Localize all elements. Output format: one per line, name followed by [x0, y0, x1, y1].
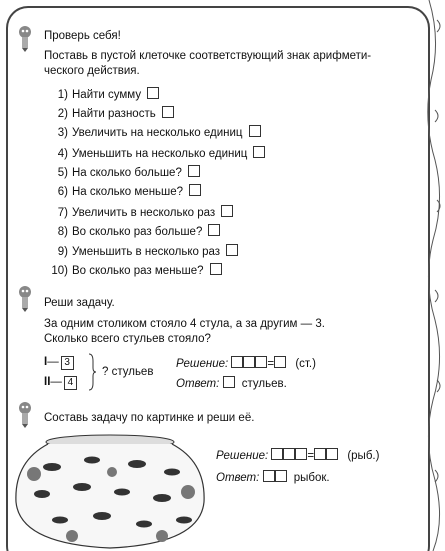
pencil-mascot-icon — [18, 286, 32, 312]
section3-title: Составь задачу по картинке и реши её. — [44, 412, 255, 424]
section1-instruction: Поставь в пустой клеточке соответствующий знак арифмети- — [44, 50, 372, 62]
answer-row: Ответ: рыбок. — [216, 472, 330, 484]
solution-row: Решение: = (ст.) — [176, 358, 316, 370]
result-box[interactable] — [326, 448, 338, 460]
list-item: 4) Уменьшить на несколько единиц — [50, 146, 265, 160]
solution-box[interactable] — [243, 356, 255, 368]
problem-text-cont: Сколько всего стульев стояло? — [44, 333, 211, 345]
list-item: 8) Во сколько раз больше? — [50, 224, 220, 238]
answer-box[interactable] — [210, 263, 222, 275]
answer-box[interactable] — [253, 146, 265, 158]
result-box[interactable] — [314, 448, 326, 460]
section2-title: Реши задачу. — [44, 297, 115, 309]
section1-title: Проверь себя! — [44, 30, 121, 42]
aquarium-fish-illustration — [12, 432, 208, 550]
value-box: 3 — [61, 356, 74, 370]
question-label: ? стульев — [102, 366, 154, 378]
solution-box[interactable] — [271, 448, 283, 460]
solution-box[interactable] — [295, 448, 307, 460]
answer-box[interactable] — [223, 376, 235, 388]
brace-icon — [88, 353, 96, 391]
list-item: 6) На сколько меньше? — [50, 184, 201, 198]
decorative-border — [425, 0, 445, 551]
diagram-row-2: II— 4 — [44, 376, 77, 390]
pencil-mascot-icon — [18, 402, 32, 428]
answer-box[interactable] — [226, 244, 238, 256]
value-box: 4 — [64, 376, 77, 390]
answer-box[interactable] — [147, 87, 159, 99]
answer-box[interactable] — [263, 470, 275, 482]
result-box[interactable] — [274, 356, 286, 368]
answer-row: Ответ: стульев. — [176, 378, 287, 390]
answer-box[interactable] — [275, 470, 287, 482]
answer-box[interactable] — [208, 224, 220, 236]
list-item: 10) Во сколько раз меньше? — [50, 263, 222, 277]
list-item: 9) Уменьшить в несколько раз — [50, 244, 238, 258]
problem-text: За одним столиком стояло 4 стула, а за другим — 3. — [44, 318, 325, 330]
list-item: 2) Найти разность — [50, 106, 174, 120]
list-item: 7) Увеличить в несколько раз — [50, 205, 233, 219]
diagram-row-1: I— 3 — [44, 356, 74, 370]
list-item: 1) Найти сумму — [50, 87, 159, 101]
solution-row: Решение: = (рыб.) — [216, 450, 380, 462]
solution-box[interactable] — [255, 356, 267, 368]
solution-box[interactable] — [231, 356, 243, 368]
pencil-mascot-icon — [18, 26, 32, 52]
answer-box[interactable] — [249, 125, 261, 137]
answer-box[interactable] — [189, 184, 201, 196]
solution-box[interactable] — [283, 448, 295, 460]
list-item: 3) Увеличить на несколько единиц — [50, 125, 261, 139]
list-item: 5) На сколько больше? — [50, 165, 200, 179]
answer-box[interactable] — [188, 165, 200, 177]
answer-box[interactable] — [221, 205, 233, 217]
section1-instruction-cont: ческого действия. — [44, 65, 140, 77]
answer-box[interactable] — [162, 106, 174, 118]
